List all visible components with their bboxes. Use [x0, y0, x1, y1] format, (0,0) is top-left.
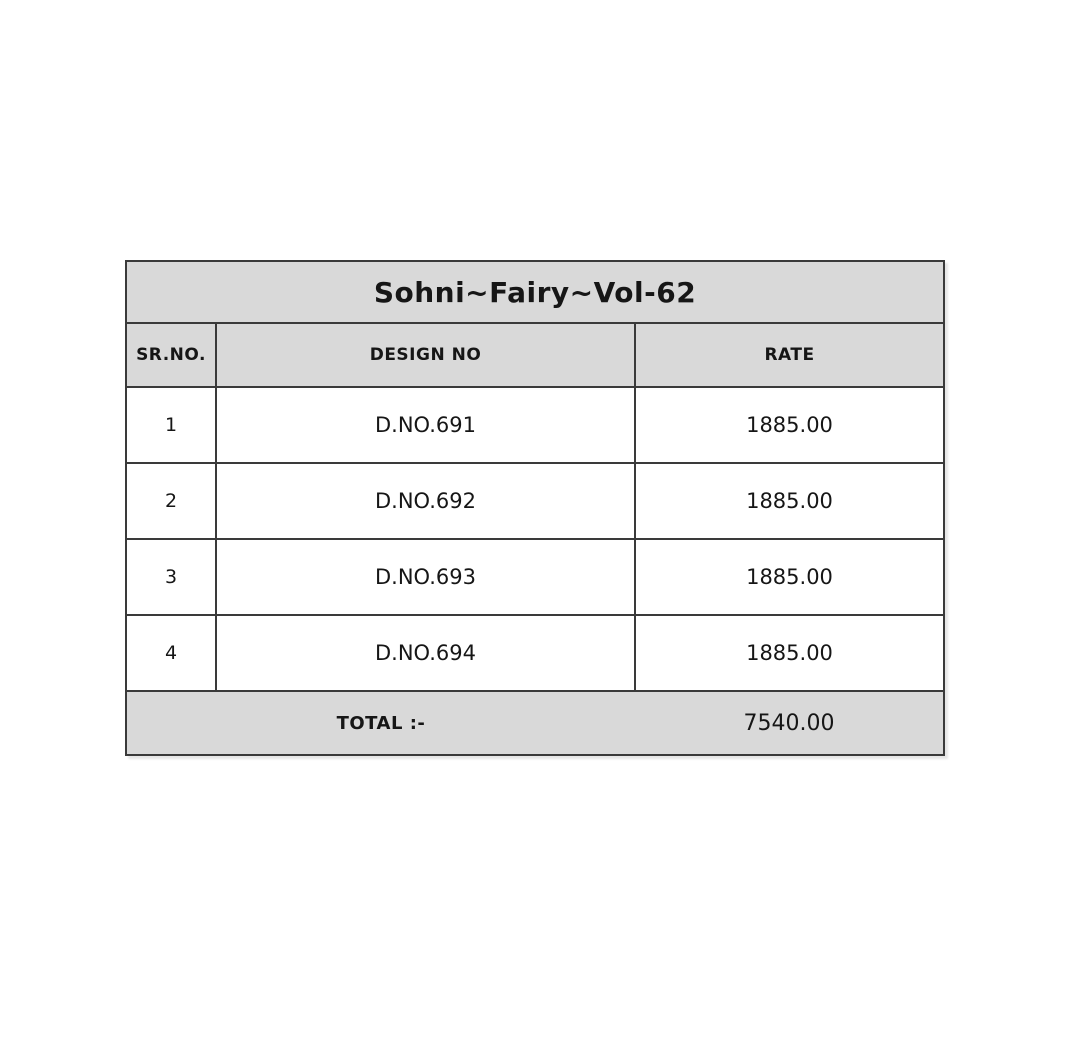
price-list-table [125, 260, 945, 756]
table-total-row [126, 691, 944, 755]
table-header-row [126, 323, 944, 387]
table-row [126, 387, 944, 463]
rate-cell: 1885.00 [635, 615, 944, 691]
column-header-sr-no: SR.NO. [126, 323, 216, 387]
total-label: TOTAL :- [126, 691, 635, 755]
table-title-row [126, 261, 944, 323]
design-no-cell: D.NO.693 [216, 539, 635, 615]
sr-no-cell: 4 [126, 615, 216, 691]
total-value: 7540.00 [635, 691, 944, 755]
column-header-rate: RATE [635, 323, 944, 387]
table-row [126, 615, 944, 691]
design-no-cell: D.NO.692 [216, 463, 635, 539]
rate-cell: 1885.00 [635, 463, 944, 539]
design-no-cell: D.NO.694 [216, 615, 635, 691]
design-no-cell: D.NO.691 [216, 387, 635, 463]
table-title: Sohni~Fairy~Vol-62 [126, 261, 944, 323]
table-row [126, 539, 944, 615]
sr-no-cell: 2 [126, 463, 216, 539]
sr-no-cell: 3 [126, 539, 216, 615]
table-row [126, 463, 944, 539]
sr-no-cell: 1 [126, 387, 216, 463]
rate-cell: 1885.00 [635, 539, 944, 615]
column-header-design-no: DESIGN NO [216, 323, 635, 387]
rate-cell: 1885.00 [635, 387, 944, 463]
